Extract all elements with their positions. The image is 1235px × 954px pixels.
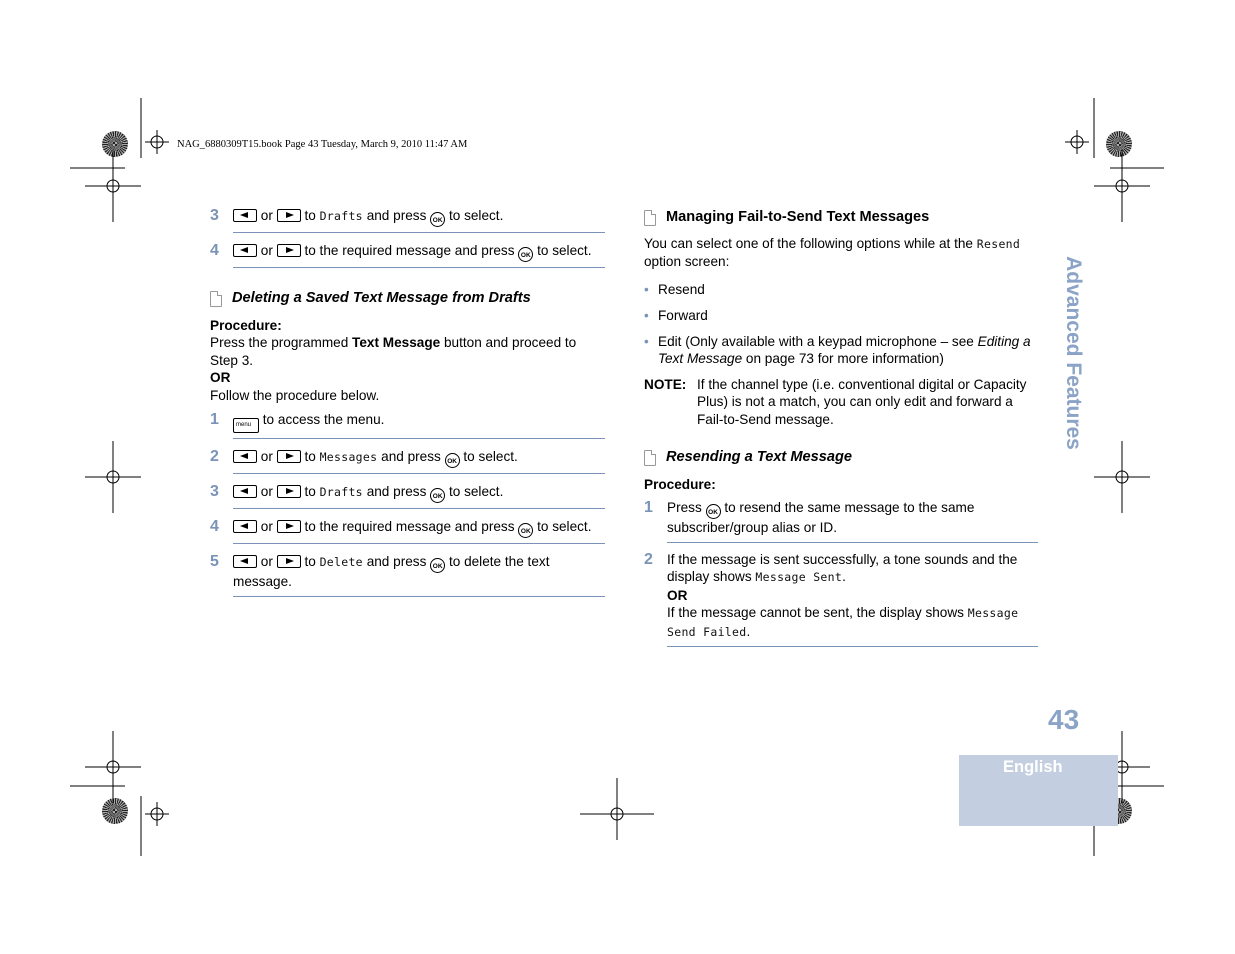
- procedure-label: Procedure:: [210, 317, 282, 333]
- step-number: 4: [210, 518, 219, 535]
- left-arrow-key-icon: [233, 450, 257, 463]
- or-label: OR: [210, 370, 231, 385]
- ok-key-icon: OK: [706, 504, 721, 519]
- left-arrow-key-icon: [233, 520, 257, 533]
- screen-text: Message Send Failed: [667, 606, 1019, 639]
- screen-text: Delete: [319, 555, 363, 569]
- step-3: 3 or to Drafts and press OK to select.: [210, 483, 605, 509]
- screen-text: Messages: [319, 450, 378, 464]
- left-column: [210, 207, 605, 597]
- language-tab: [959, 755, 1118, 826]
- page-number: 43: [1048, 704, 1080, 735]
- right-arrow-key-icon: [277, 520, 301, 533]
- side-section-title: Advanced Features: [1062, 255, 1085, 450]
- ok-key-icon: OK: [430, 488, 445, 503]
- ok-key-icon: OK: [518, 247, 533, 262]
- document-icon: [644, 450, 656, 466]
- menu-key-icon: menu: [233, 418, 259, 433]
- step-number: 2: [210, 448, 219, 465]
- step-4-top: 4 or to the required message and press OK to select.: [210, 242, 605, 268]
- procedure-intro: Press the programmed Text Message button and proceed to Step 3.: [210, 335, 577, 368]
- step-2: 2 or to Messages and press OK to select.: [210, 448, 605, 474]
- ok-key-icon: OK: [430, 212, 445, 227]
- document-icon: [210, 291, 222, 307]
- follow-text: Follow the procedure below.: [210, 387, 380, 403]
- section-heading-fail-to-send: Managing Fail-to-Send Text Messages: [644, 209, 1038, 227]
- left-arrow-key-icon: [233, 485, 257, 498]
- right-arrow-key-icon: [277, 555, 301, 568]
- registration-rosette: [102, 131, 128, 157]
- step-number: 1: [644, 499, 653, 516]
- step-number: 1: [210, 411, 219, 428]
- step-3-top: 3 or to Drafts and press OK to select.: [210, 207, 605, 233]
- registration-rosette: [102, 798, 128, 824]
- screen-text: Message Sent: [755, 570, 843, 584]
- options-intro: You can select one of the following options while at the Resend option screen:: [644, 235, 1021, 269]
- language-label: English: [1003, 758, 1063, 776]
- note-text: If the channel type (i.e. conventional digital or Capacity Plus) is not a match, you can only edit and forward a Fail-to-Send message.: [697, 376, 1027, 427]
- screen-text: Drafts: [319, 485, 363, 499]
- procedure-label: Procedure:: [644, 476, 716, 492]
- step-4: 4 or to the required message and press OK to select.: [210, 518, 605, 544]
- file-info-header: NAG_6880309T15.book Page 43 Tuesday, March 9, 2010 11:47 AM: [177, 139, 468, 150]
- screen-text: Drafts: [319, 209, 363, 223]
- step-number: 3: [210, 483, 219, 500]
- left-arrow-key-icon: [233, 555, 257, 568]
- registration-rosette: [1106, 131, 1132, 157]
- step-number: 3: [210, 207, 219, 224]
- left-arrow-key-icon: [233, 244, 257, 257]
- ok-key-icon: OK: [430, 558, 445, 573]
- right-arrow-key-icon: [277, 450, 301, 463]
- option-resend: • Resend: [644, 281, 1038, 299]
- section-heading-resend: Resending a Text Message: [644, 449, 1038, 467]
- or-label: OR: [667, 587, 688, 603]
- resend-step-1: 1 Press OK to resend the same message to the same subscriber/group alias or ID.: [644, 499, 1038, 543]
- ok-key-icon: OK: [445, 453, 460, 468]
- right-arrow-key-icon: [277, 244, 301, 257]
- left-arrow-key-icon: [233, 209, 257, 222]
- step-number: 4: [210, 242, 219, 259]
- step-1: 1 menu to access the menu.: [210, 411, 605, 439]
- step-number: 5: [210, 553, 219, 570]
- step-5: 5 or to Delete and press OK to delete the text message.: [210, 553, 605, 597]
- option-forward: • Forward: [644, 307, 1038, 325]
- note-label: NOTE:: [644, 376, 687, 392]
- option-edit: • Edit (Only available with a keypad microphone – see Editing a Text Message on page 73 for more information): [644, 333, 1038, 368]
- section-heading-delete-draft: Deleting a Saved Text Message from Drafts: [210, 290, 605, 308]
- document-icon: [644, 210, 656, 226]
- ok-key-icon: OK: [518, 523, 533, 538]
- step-number: 2: [644, 550, 653, 568]
- screen-text: Resend: [976, 236, 1021, 251]
- note-block: [644, 376, 1038, 429]
- right-column: [644, 209, 1038, 647]
- right-arrow-key-icon: [277, 209, 301, 222]
- right-arrow-key-icon: [277, 485, 301, 498]
- resend-step-2: 2 If the message is sent successfully, a tone sounds and the display shows Message Sent. OR If the message cannot be sent, the display shows Message Send Failed.: [644, 551, 1038, 648]
